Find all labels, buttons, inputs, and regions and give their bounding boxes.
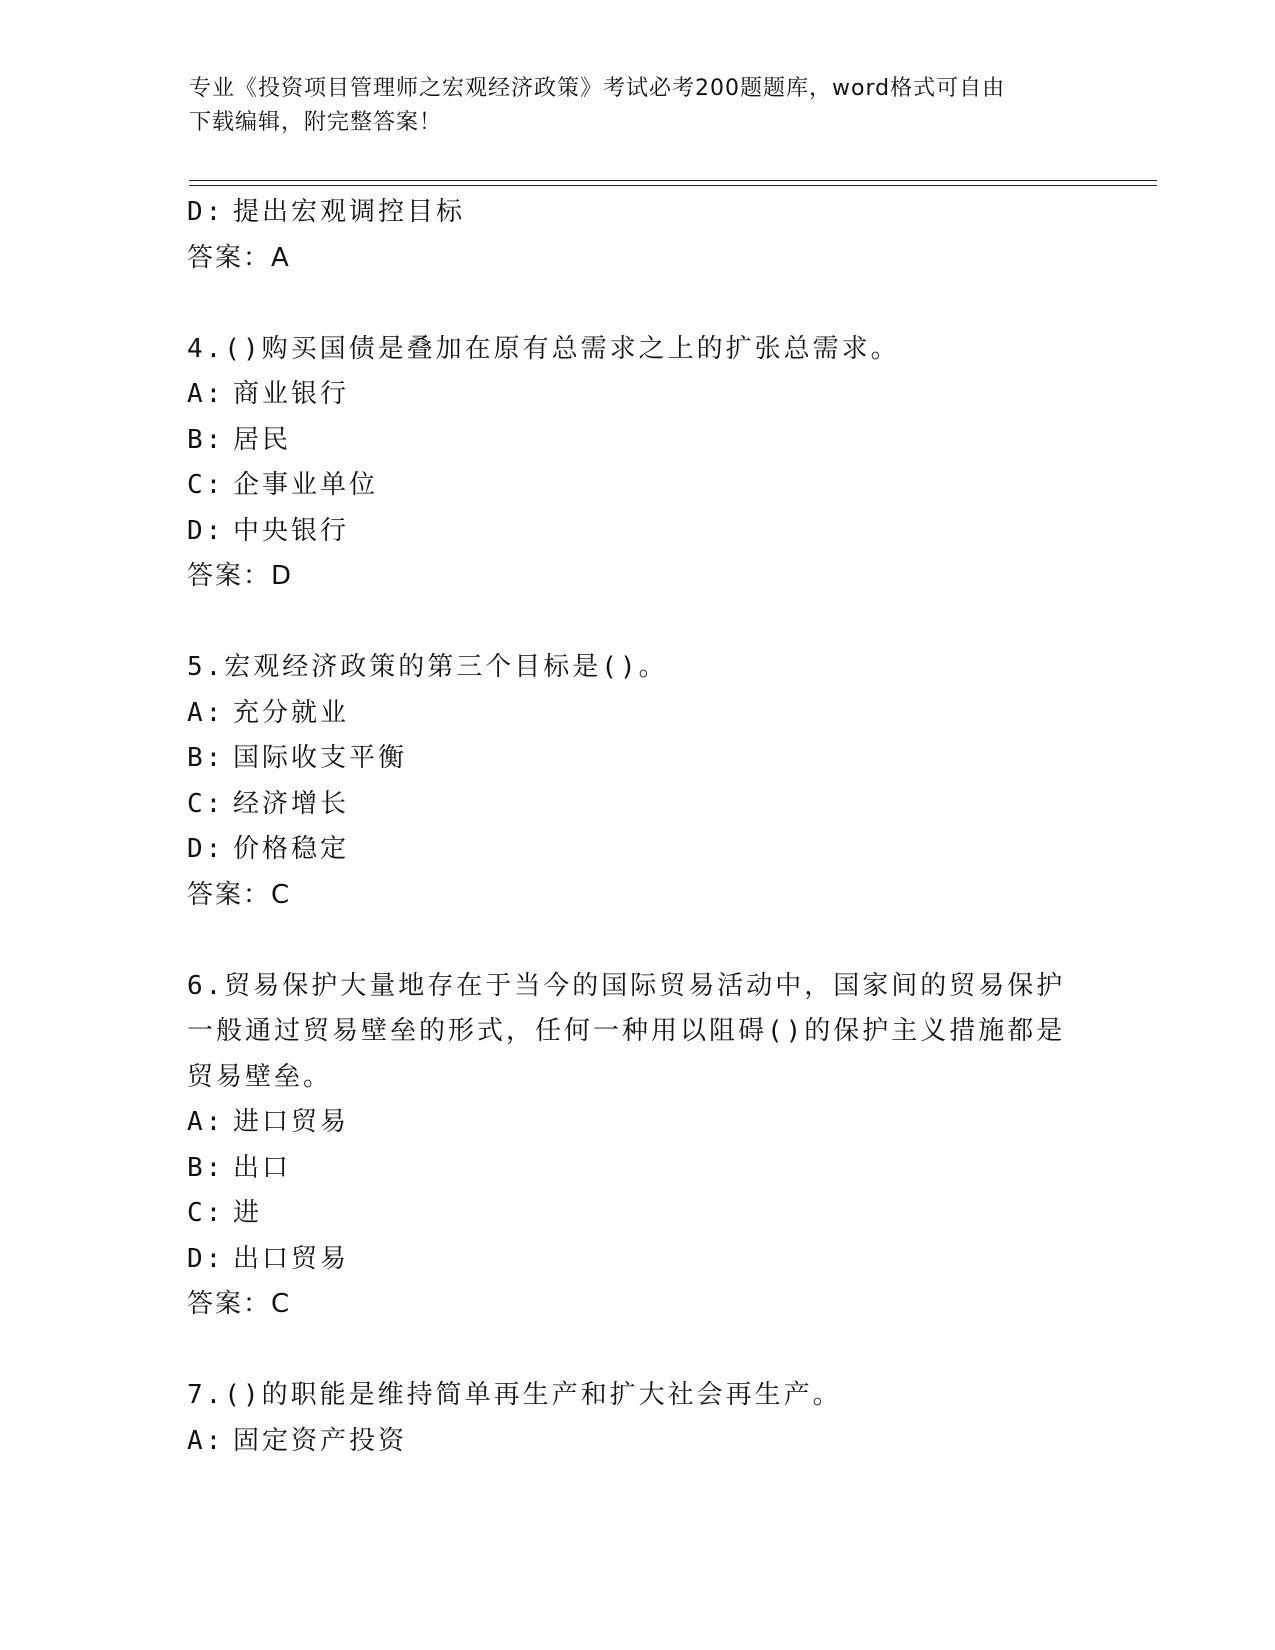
option-b bbox=[187, 736, 1087, 782]
option-c bbox=[187, 782, 1087, 828]
option-a bbox=[187, 691, 1087, 737]
option-text: 进口贸易 bbox=[233, 1107, 350, 1137]
option-key: D: bbox=[187, 1243, 225, 1274]
question-stem-line-3: 贸易壁垒。 bbox=[187, 1061, 333, 1092]
option-a bbox=[187, 1100, 1087, 1146]
option-d bbox=[187, 190, 1087, 236]
option-key: B: bbox=[187, 1152, 225, 1183]
option-key: B: bbox=[187, 424, 225, 455]
option-text: 价格稳定 bbox=[233, 834, 350, 864]
option-key: A: bbox=[187, 379, 225, 409]
option-text: 居民 bbox=[233, 424, 292, 455]
answer-line: 答案：A bbox=[187, 242, 291, 273]
option-key: A: bbox=[187, 1107, 225, 1137]
option-text: 商业银行 bbox=[233, 379, 350, 409]
header-line-1: 专业《投资项目管理师之宏观经济政策》考试必考200题题库，word格式可自由 bbox=[189, 76, 1006, 101]
question-list bbox=[187, 190, 1087, 1464]
option-text: 出口贸易 bbox=[233, 1243, 350, 1274]
option-text: 国际收支平衡 bbox=[233, 743, 408, 773]
option-a bbox=[187, 1419, 1087, 1465]
answer-line: 答案：D bbox=[187, 561, 294, 591]
question-stem: 7.()的职能是维持简单再生产和扩大社会再生产。 bbox=[187, 1380, 842, 1410]
option-key: C: bbox=[187, 1198, 225, 1228]
answer-line: 答案：C bbox=[187, 1289, 292, 1319]
option-b bbox=[187, 418, 1087, 464]
option-text: 经济增长 bbox=[233, 788, 350, 819]
spacer bbox=[187, 600, 1087, 646]
spacer bbox=[187, 918, 1087, 964]
option-key: A: bbox=[187, 1425, 225, 1456]
option-text: 固定资产投资 bbox=[233, 1425, 408, 1456]
option-key: A: bbox=[187, 697, 225, 728]
option-c bbox=[187, 1191, 1087, 1237]
option-key: D: bbox=[187, 834, 225, 864]
option-text: 企事业单位 bbox=[233, 470, 379, 500]
option-text: 中央银行 bbox=[233, 515, 350, 546]
option-key: C: bbox=[187, 470, 225, 500]
option-key: B: bbox=[187, 743, 225, 773]
question-stem-line-1: 6.贸易保护大量地存在于当今的国际贸易活动中，国家间的贸易保护 bbox=[187, 970, 1066, 1001]
header-divider-top bbox=[189, 180, 1157, 181]
option-a bbox=[187, 372, 1087, 418]
document-header bbox=[189, 72, 1069, 140]
question-stem-line-2: 一般通过贸易壁垒的形式，任何一种用以阻碍()的保护主义措施都是 bbox=[187, 1016, 1066, 1046]
option-text: 出口 bbox=[233, 1152, 292, 1183]
option-text: 进 bbox=[233, 1198, 263, 1228]
option-d bbox=[187, 509, 1087, 555]
header-divider-bottom bbox=[189, 185, 1157, 186]
option-d bbox=[187, 827, 1087, 873]
option-c bbox=[187, 463, 1087, 509]
option-d bbox=[187, 1237, 1087, 1283]
option-key: C: bbox=[187, 788, 225, 819]
spacer bbox=[187, 281, 1087, 327]
option-text: 提出宏观调控目标 bbox=[233, 197, 466, 227]
option-b bbox=[187, 1146, 1087, 1192]
option-text: 充分就业 bbox=[233, 697, 350, 728]
spacer bbox=[187, 1328, 1087, 1374]
answer-line: 答案：C bbox=[187, 879, 292, 910]
option-key: D: bbox=[187, 515, 225, 546]
question-stem: 5.宏观经济政策的第三个目标是()。 bbox=[187, 652, 668, 682]
question-stem: 4.()购买国债是叠加在原有总需求之上的扩张总需求。 bbox=[187, 333, 900, 364]
header-line-2: 下载编辑，附完整答案！ bbox=[189, 110, 443, 135]
option-key: D: bbox=[187, 197, 225, 227]
